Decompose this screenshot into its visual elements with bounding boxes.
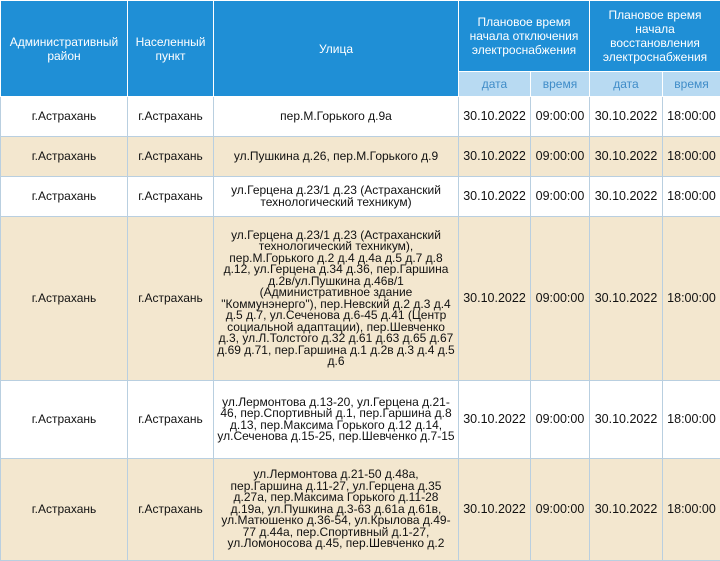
cell-locality: г.Астрахань (128, 459, 214, 561)
cell-start-date: 30.10.2022 (459, 177, 531, 217)
header-restore-time: время (663, 72, 720, 97)
cell-street: ул.Пушкина д.26, пер.М.Горького д.9 (214, 137, 459, 177)
cell-district: г.Астрахань (1, 381, 128, 459)
cell-locality: г.Астрахань (128, 217, 214, 381)
header-locality: Населенный пункт (128, 1, 214, 97)
table-header (1, 1, 720, 97)
cell-street: ул.Лермонтова д.13-20, ул.Герцена д.21-46, пер.Спортивный д.1, пер.Гаршина д.8 д.13, пер.Максима Горького д.12 д.14, ул.Сеченова д.15-25, пер.Шевченко д.7-15 (214, 381, 459, 459)
cell-start-time: 09:00:00 (531, 137, 590, 177)
cell-restore-date: 30.10.2022 (590, 97, 663, 137)
cell-locality: г.Астрахань (128, 177, 214, 217)
header-restore-date: дата (590, 72, 663, 97)
cell-start-time: 09:00:00 (531, 381, 590, 459)
table-row (1, 97, 720, 137)
cell-restore-time: 18:00:00 (663, 97, 720, 137)
cell-restore-date: 30.10.2022 (590, 459, 663, 561)
cell-locality: г.Астрахань (128, 137, 214, 177)
cell-restore-date: 30.10.2022 (590, 217, 663, 381)
header-outage-start: Плановое время начала отключения электроснабжения (459, 1, 590, 72)
cell-restore-time: 18:00:00 (663, 459, 720, 561)
cell-start-time: 09:00:00 (531, 459, 590, 561)
cell-locality: г.Астрахань (128, 381, 214, 459)
cell-district: г.Астрахань (1, 177, 128, 217)
cell-start-time: 09:00:00 (531, 177, 590, 217)
cell-restore-date: 30.10.2022 (590, 381, 663, 459)
header-street: Улица (214, 1, 459, 97)
header-start-date: дата (459, 72, 531, 97)
cell-locality: г.Астрахань (128, 97, 214, 137)
cell-start-date: 30.10.2022 (459, 459, 531, 561)
table-row (1, 459, 720, 561)
cell-district: г.Астрахань (1, 137, 128, 177)
table-row (1, 177, 720, 217)
cell-restore-time: 18:00:00 (663, 381, 720, 459)
table-row (1, 217, 720, 381)
cell-start-date: 30.10.2022 (459, 381, 531, 459)
header-start-time: время (531, 72, 590, 97)
cell-start-time: 09:00:00 (531, 97, 590, 137)
cell-district: г.Астрахань (1, 97, 128, 137)
cell-restore-time: 18:00:00 (663, 217, 720, 381)
cell-restore-time: 18:00:00 (663, 137, 720, 177)
cell-street: пер.М.Горького д.9а (214, 97, 459, 137)
cell-start-date: 30.10.2022 (459, 137, 531, 177)
cell-restore-time: 18:00:00 (663, 177, 720, 217)
cell-start-time: 09:00:00 (531, 217, 590, 381)
cell-restore-date: 30.10.2022 (590, 137, 663, 177)
cell-district: г.Астрахань (1, 217, 128, 381)
cell-restore-date: 30.10.2022 (590, 177, 663, 217)
cell-start-date: 30.10.2022 (459, 217, 531, 381)
table-row (1, 381, 720, 459)
cell-street: ул.Лермонтова д.21-50 д.48а, пер.Гаршина д.11-27, ул.Герцена д.35 д.27а, пер.Максима Горького д.11-28 д.19а, ул.Пушкина д.3-63 д.61а д.61в, ул.Матюшенко д.36-54, ул.Крылова д.49-77 д.44а, пер.Спортивный д.1-27, ул.Ломоносова д.45, пер.Шевченко д.2 (214, 459, 459, 561)
header-district: Административный район (1, 1, 128, 97)
table-body (1, 97, 720, 561)
cell-street: ул.Герцена д.23/1 д.23 (Астраханский технологический техникум) (214, 177, 459, 217)
cell-street: ул.Герцена д.23/1 д.23 (Астраханский технологический техникум), пер.М.Горького д.2 д.4 д.4а д.5 д.7 д.8 д.12, ул.Герцена д.34 д.36, пер.Гаршина д.2в/ул.Пушкина д.46в/1 (Административное здание "Коммунэнерго"), пер.Невский д.2 д.3 д.4 д.5 д.7, ул.Сеченова д.6-45 д.41 (Центр социальной адаптации), пер.Шевченко д.3, ул.Л.Толстого д.32 д.61 д.63 д.65 д.67 д.69 д.71, пер.Гаршина д.1 д.2в д.3 д.4 д.5 д.6 (214, 217, 459, 381)
cell-district: г.Астрахань (1, 459, 128, 561)
table-row (1, 137, 720, 177)
cell-start-date: 30.10.2022 (459, 97, 531, 137)
header-outage-restore: Плановое время начала восстановления электроснабжения (590, 1, 720, 72)
